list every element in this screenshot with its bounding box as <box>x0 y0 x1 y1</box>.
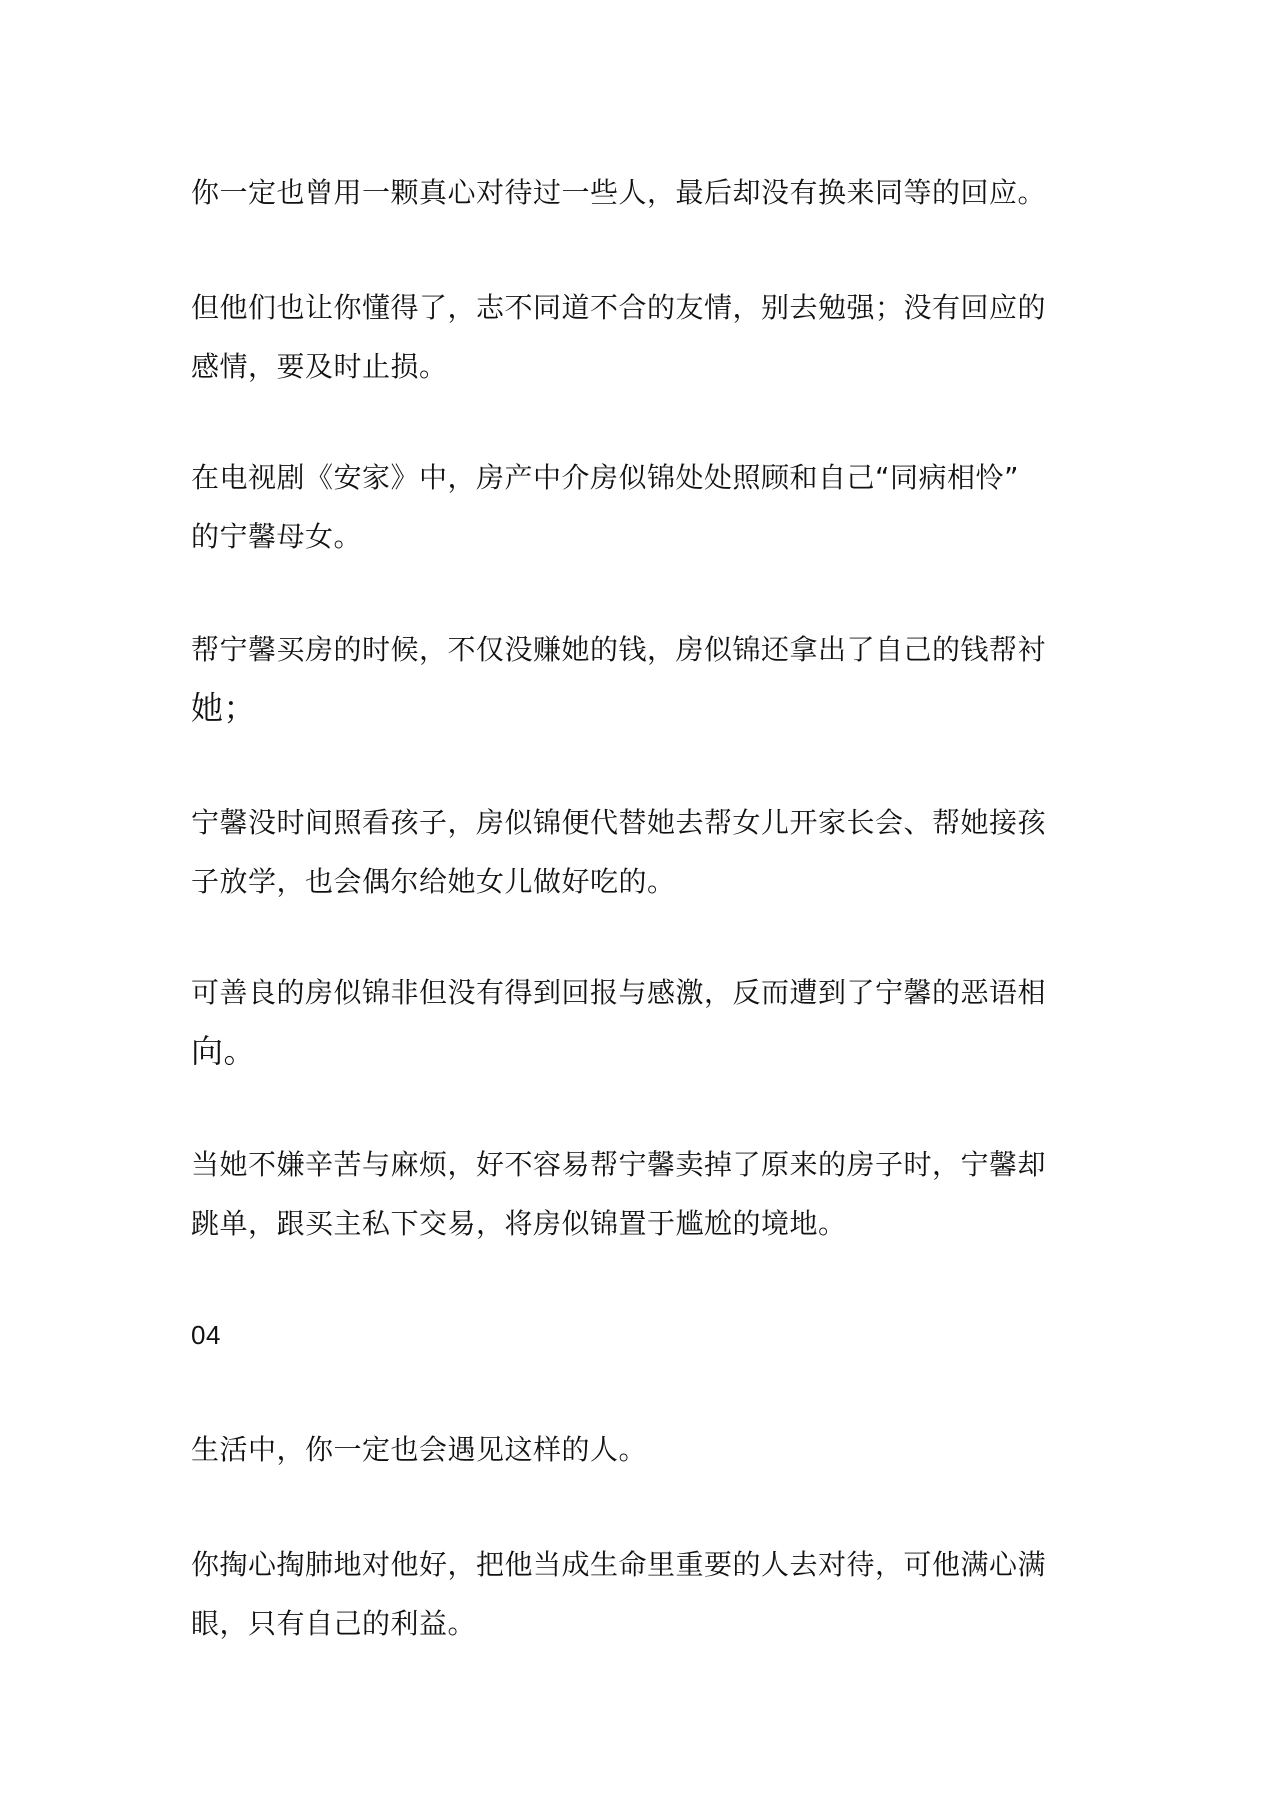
paragraph-line: 生活中，你一定也会遇见这样的人。 <box>191 1433 648 1466</box>
paragraph-line: 你一定也曾用一颗真心对待过一些人，最后却没有换来同等的回应。 <box>191 176 1047 209</box>
paragraph-3 <box>191 448 1091 566</box>
paragraph-line: 跳单，跟买主私下交易，将房似锦置于尴尬的境地。 <box>191 1207 847 1240</box>
paragraph-9 <box>191 1535 1091 1653</box>
paragraph-7 <box>191 1135 1091 1253</box>
paragraph-8 <box>191 1420 1091 1479</box>
paragraph-line: 她； <box>191 689 257 727</box>
section-number-text: 04 <box>191 1320 221 1350</box>
paragraph-line: 但他们也让你懂得了，志不同道不合的友情，别去勉强；没有回应的 <box>191 291 1047 324</box>
paragraph-5 <box>191 793 1091 911</box>
paragraph-line: 当她不嫌辛苦与麻烦，好不容易帮宁馨卖掉了原来的房子时，宁馨却 <box>191 1148 1047 1181</box>
section-number <box>191 1306 1091 1365</box>
paragraph-4 <box>191 620 1091 738</box>
paragraph-line: 向。 <box>191 1032 257 1070</box>
paragraph-line: 宁馨没时间照看孩子，房似锦便代替她去帮女儿开家长会、帮她接孩 <box>191 806 1047 839</box>
paragraph-line: 你掏心掏肺地对他好，把他当成生命里重要的人去对待，可他满心满 <box>191 1548 1047 1581</box>
paragraph-line: 在电视剧《安家》中，房产中介房似锦处处照顾和自己“同病相怜” <box>191 461 1020 494</box>
paragraph-line: 感情，要及时止损。 <box>191 350 448 383</box>
paragraph-6 <box>191 963 1091 1081</box>
paragraph-line: 可善良的房似锦非但没有得到回报与感激，反而遭到了宁馨的恶语相 <box>191 976 1047 1009</box>
paragraph-line: 眼，只有自己的利益。 <box>191 1607 477 1640</box>
paragraph-line: 子放学，也会偶尔给她女儿做好吃的。 <box>191 865 676 898</box>
paragraph-2 <box>191 278 1091 396</box>
paragraph-line: 的宁馨母女。 <box>191 520 363 553</box>
paragraph-line: 帮宁馨买房的时候，不仅没赚她的钱，房似锦还拿出了自己的钱帮衬 <box>191 633 1047 666</box>
paragraph-1 <box>191 163 1091 222</box>
